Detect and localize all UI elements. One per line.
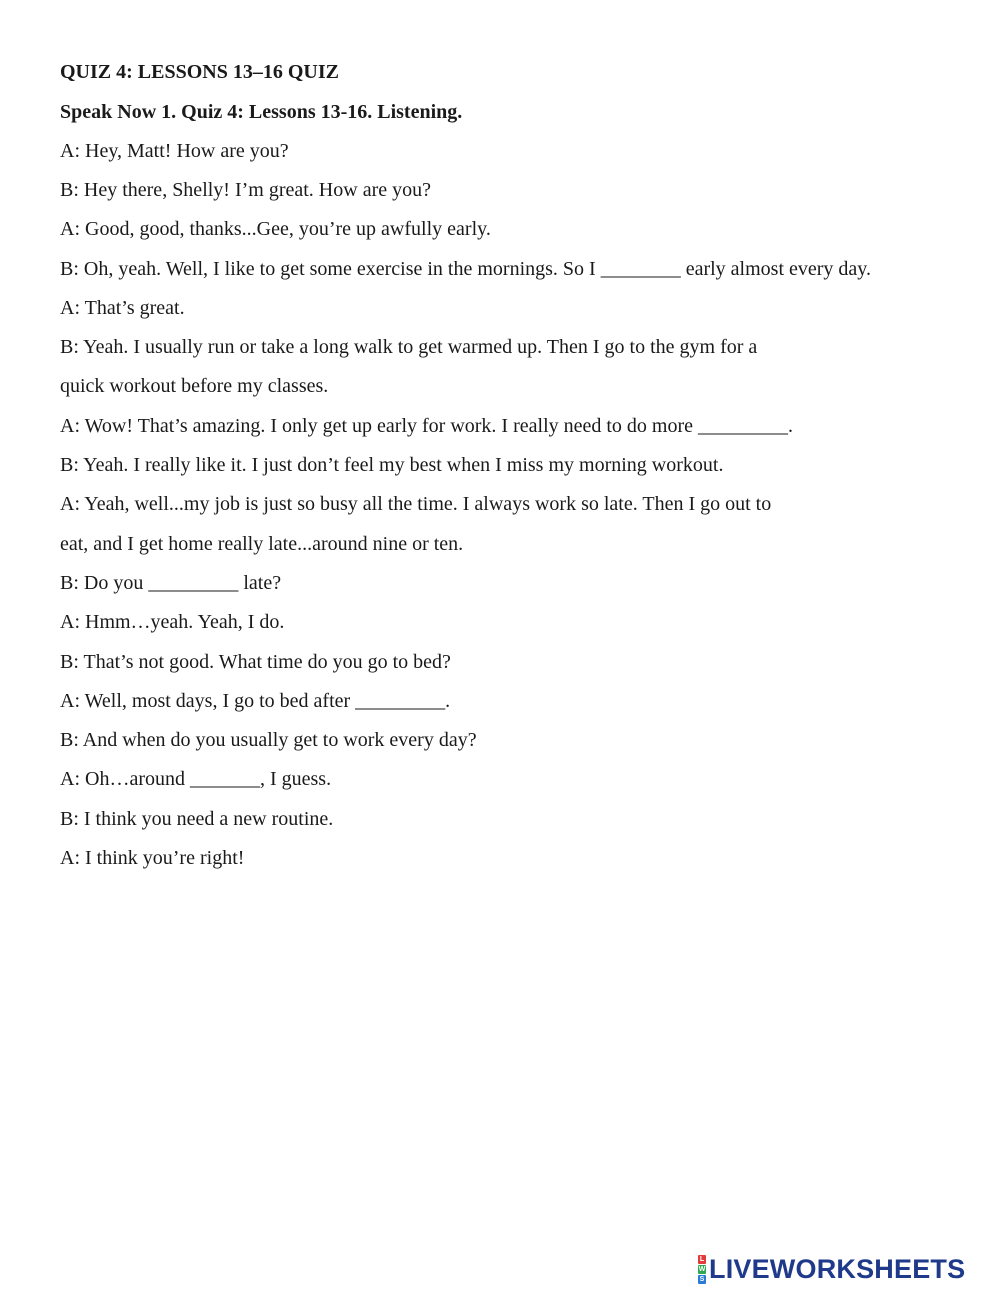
dialogue-line: A: Well, most days, I go to bed after _________.	[60, 690, 451, 712]
dialogue-line: A: Hmm…yeah. Yeah, I do.	[60, 611, 285, 633]
dialogue-line: B: Oh, yeah. Well, I like to get some exercise in the mornings. So I ________ early almost every day.	[60, 258, 871, 280]
dialogue-line: B: That’s not good. What time do you go to bed?	[60, 651, 451, 673]
dialogue-line: eat, and I get home really late...around nine or ten.	[60, 533, 464, 555]
page-subtitle: Speak Now 1. Quiz 4: Lessons 13-16. Listening.	[60, 101, 463, 123]
logo-mark-letter: L	[699, 1255, 705, 1263]
liveworksheets-logo	[698, 1254, 965, 1284]
dialogue-line: B: Hey there, Shelly! I’m great. How are you?	[60, 179, 431, 201]
dialogue-line: A: That’s great.	[60, 297, 185, 319]
dialogue-line: B: Yeah. I usually run or take a long walk to get warmed up. Then I go to the gym for a	[60, 336, 758, 358]
dialogue-line: A: Good, good, thanks...Gee, you’re up awfully early.	[60, 218, 491, 240]
dialogue-line: A: Hey, Matt! How are you?	[60, 140, 289, 162]
dialogue-line: B: And when do you usually get to work every day?	[60, 729, 477, 751]
logo-mark-letter: S	[699, 1275, 705, 1283]
liveworksheets-logo-text: LIVEWORKSHEETS	[709, 1254, 966, 1284]
liveworksheets-logo-icon	[698, 1255, 706, 1284]
dialogue-line: B: Do you _________ late?	[60, 572, 282, 594]
dialogue-line: A: Wow! That’s amazing. I only get up early for work. I really need to do more _________.	[60, 415, 794, 437]
dialogue-line: B: Yeah. I really like it. I just don’t feel my best when I miss my morning workout.	[60, 454, 724, 476]
dialogue-line: B: I think you need a new routine.	[60, 808, 334, 830]
dialogue-line: A: I think you’re right!	[60, 847, 245, 869]
dialogue-line: A: Oh…around _______, I guess.	[60, 768, 332, 790]
logo-mark-letter: W	[698, 1265, 706, 1273]
dialogue-line: A: Yeah, well...my job is just so busy all the time. I always work so late. Then I go out to	[60, 493, 772, 515]
page-title: QUIZ 4: LESSONS 13–16 QUIZ	[60, 61, 339, 83]
dialogue-line: quick workout before my classes.	[60, 375, 329, 397]
